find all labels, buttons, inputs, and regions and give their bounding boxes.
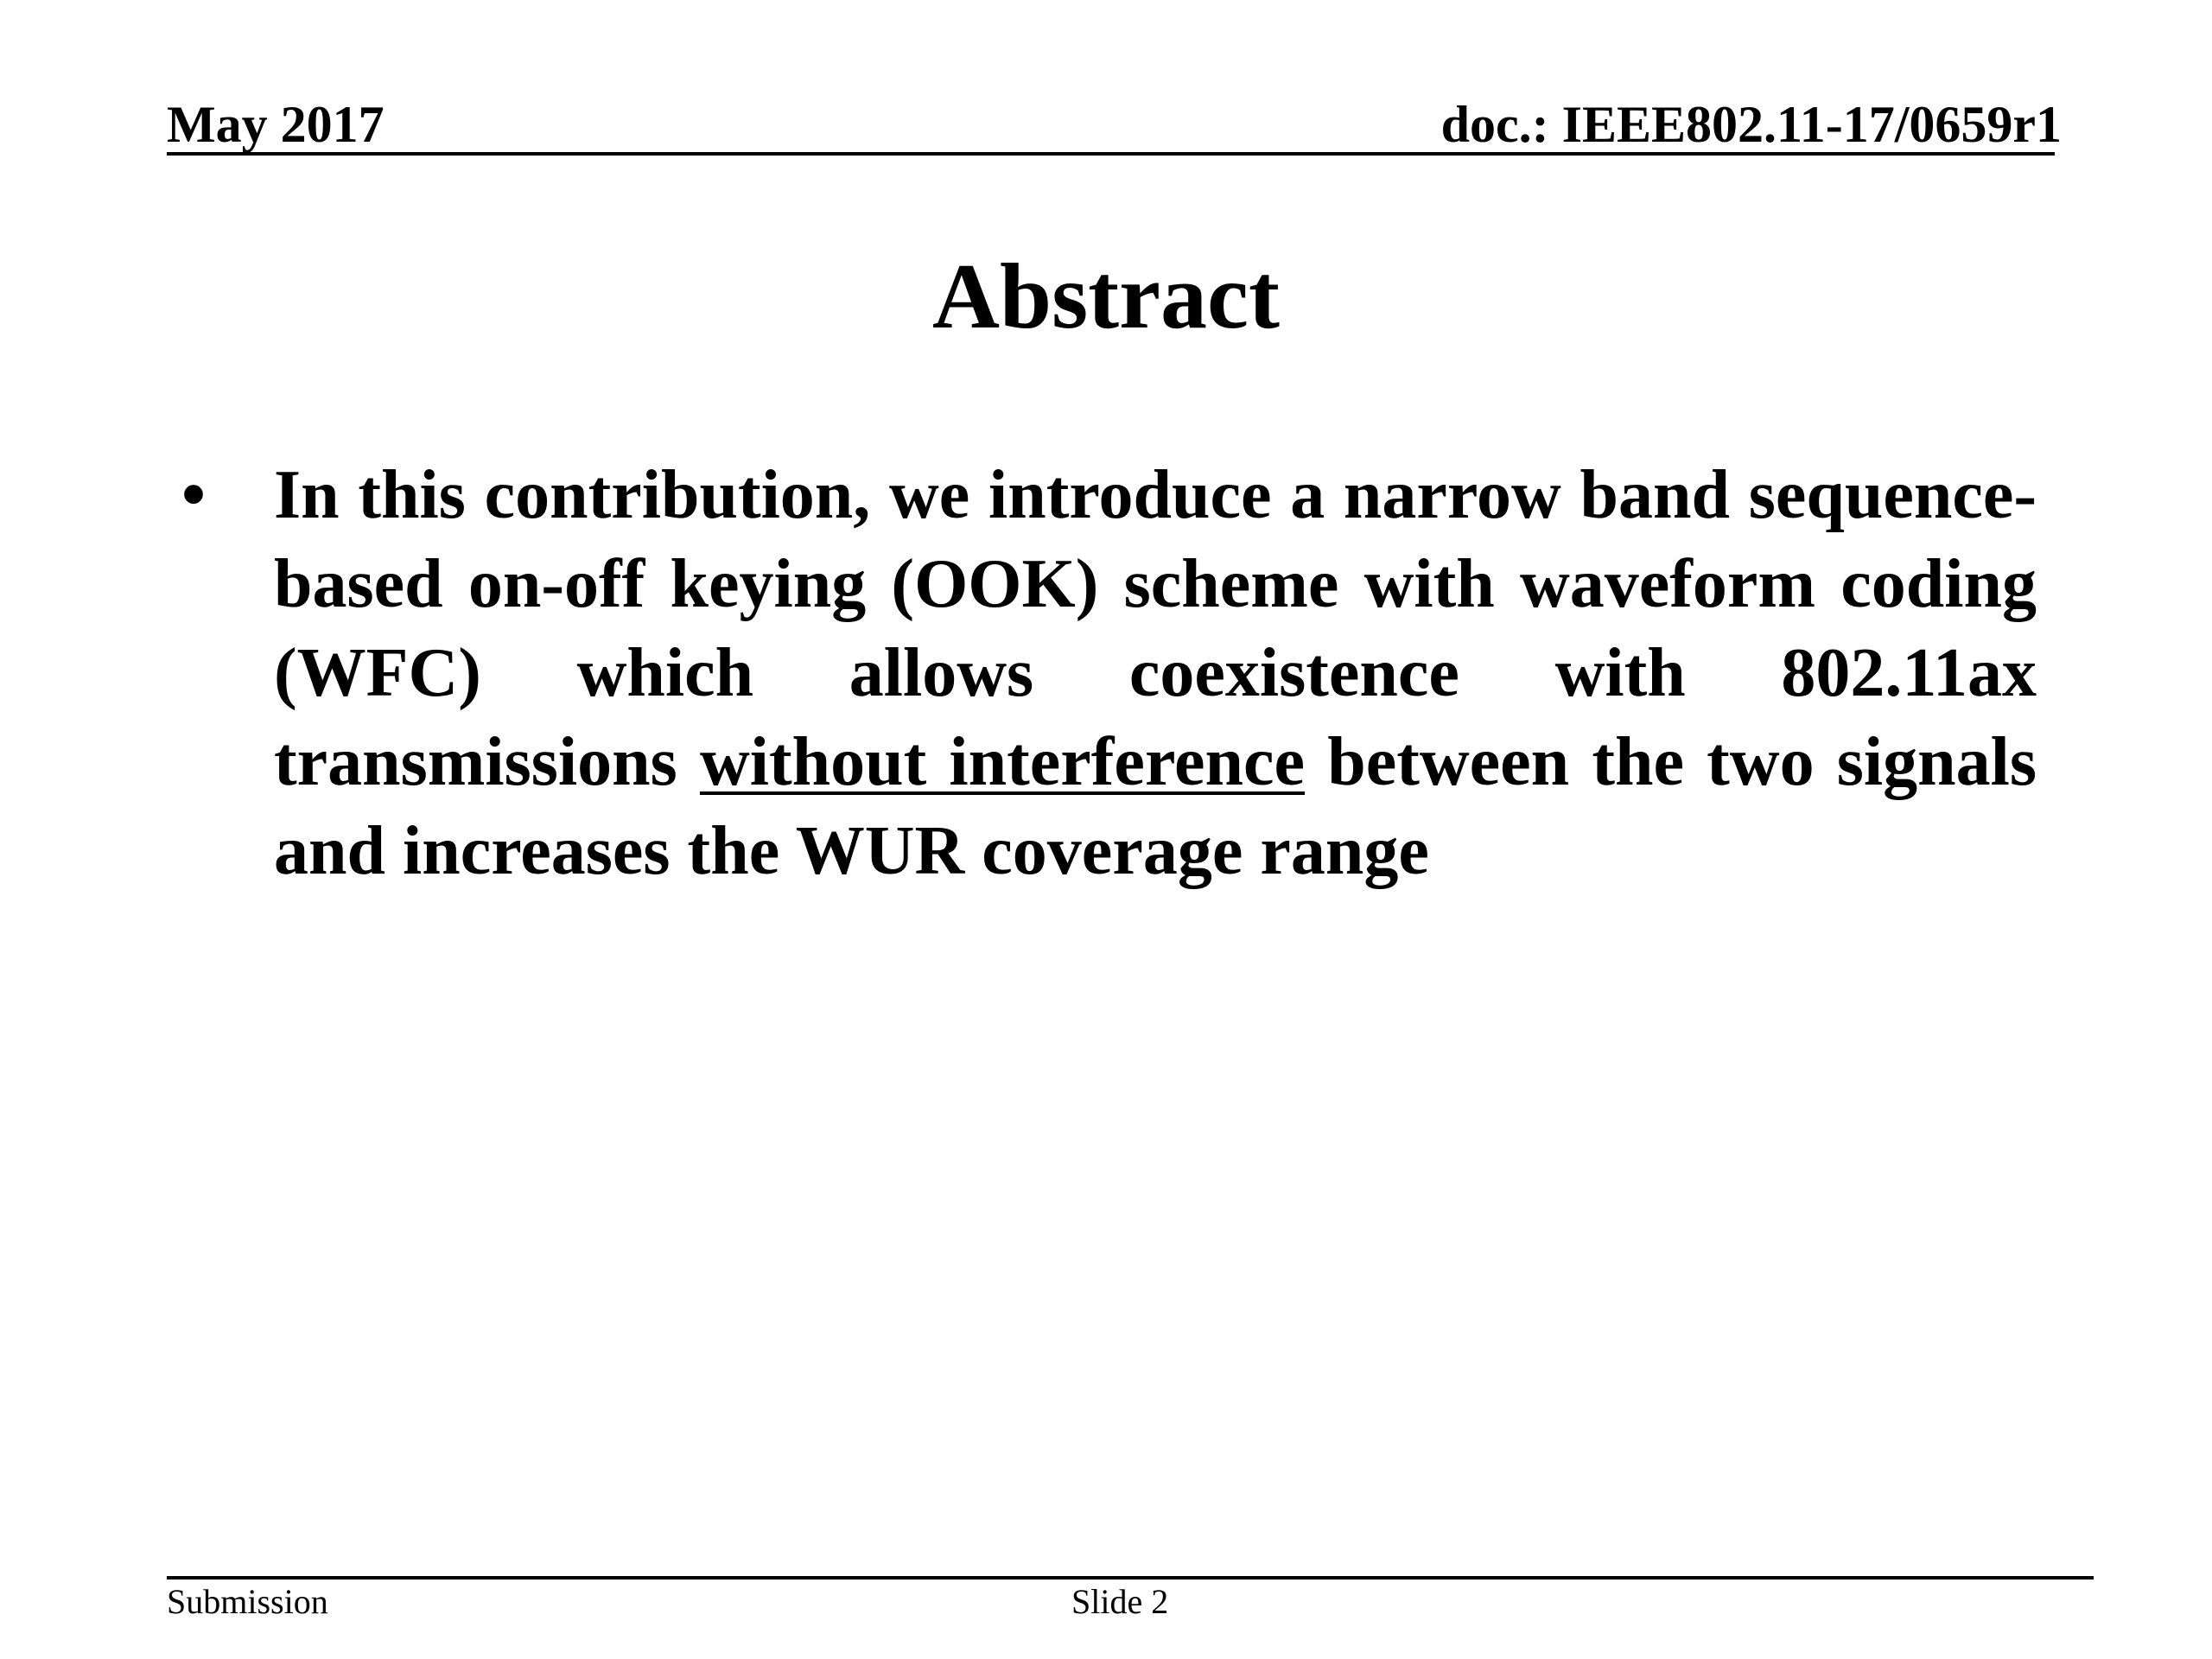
bullet-text-part1: In this contribution, we introduce a narrow band sequence-based on-off keying (OOK) scheme with waveform coding (WFC) which allows coexistence with 802.11ax transmissions (274, 457, 2037, 800)
header-doc-id: doc.: IEEE802.11-17/0659r1 (1440, 96, 2062, 153)
footer-slide-number: Slide 2 (1071, 1582, 1169, 1621)
footer-submission: Submission (167, 1582, 328, 1621)
bullet-list (181, 451, 2039, 896)
slide-header (167, 92, 2062, 156)
bullet-text-part2: between the two signals and increases the WUR coverage range (274, 724, 2037, 889)
slide-title: Abstract (932, 245, 1280, 348)
bullet-marker: • (181, 457, 207, 533)
bullet-text (274, 451, 2037, 896)
footer-divider (167, 1576, 2094, 1580)
header-date: May 2017 (167, 96, 385, 153)
bullet-text-underlined: without interference (699, 724, 1306, 800)
